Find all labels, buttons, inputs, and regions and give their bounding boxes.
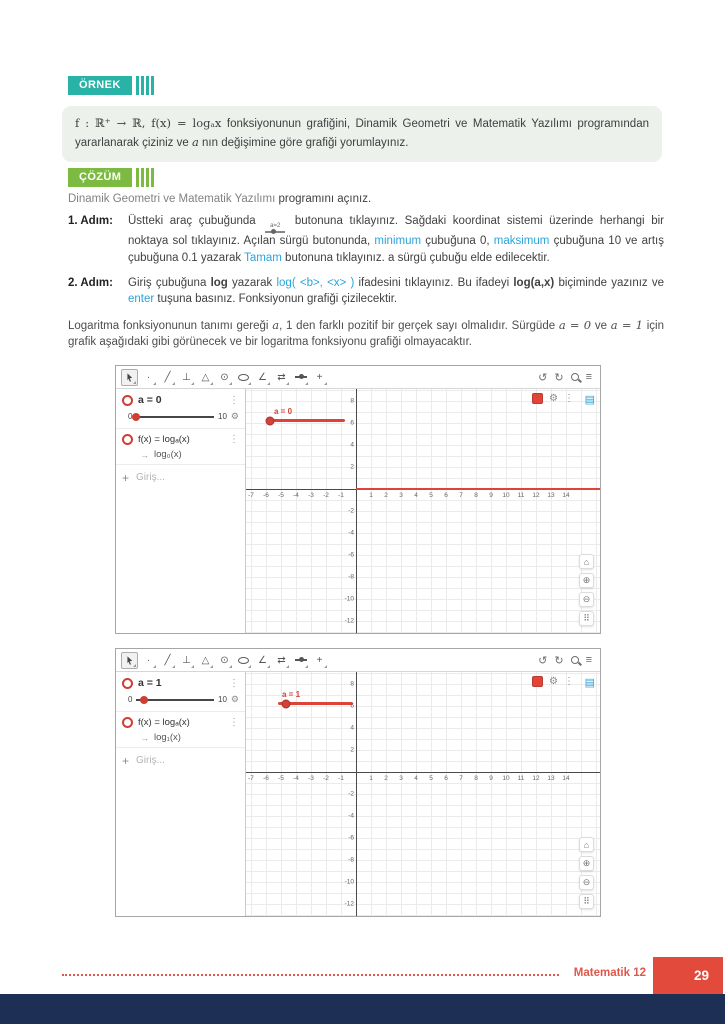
slider-object-label: a = 0	[138, 394, 162, 406]
ellipse-shape	[238, 374, 249, 381]
kebab-icon[interactable]: ⋮	[229, 717, 239, 728]
y-tick-label: -12	[344, 900, 354, 908]
slider-line[interactable]	[270, 419, 345, 422]
geogebra-screenshot-a0	[115, 365, 601, 634]
step-1-text: Üstteki araç çubuğunda	[128, 215, 263, 228]
stripe	[146, 76, 149, 95]
redo-icon[interactable]: ↻	[554, 654, 564, 667]
x-tick-label: 11	[517, 775, 525, 782]
gear-icon[interactable]: ⚙	[230, 411, 239, 421]
x-tick-label: -1	[338, 492, 344, 499]
x-tick-label: 4	[414, 492, 418, 499]
angle-tool-icon[interactable]: ∠	[254, 369, 271, 386]
x-tick-label: 8	[474, 492, 478, 499]
x-tick-label: 6	[444, 775, 448, 782]
style-bar	[532, 676, 574, 687]
step-2-text: yazarak	[227, 276, 277, 289]
stripe	[151, 76, 154, 95]
zoom-controls	[579, 554, 594, 626]
x-tick-label: -5	[278, 492, 284, 499]
step-1-text: çubuğuna 0,	[421, 235, 494, 248]
cozum-badge: ÇÖZÜM	[68, 168, 132, 187]
move-graphics-tool-icon[interactable]: +	[311, 369, 328, 386]
zoom-out-icon[interactable]: ⊖	[579, 592, 594, 607]
stripe	[136, 76, 139, 95]
x-tick-label: -2	[323, 492, 329, 499]
search-icon[interactable]	[571, 656, 579, 664]
x-tick-label: -1	[338, 775, 344, 782]
ornek-badge: ÖRNEK	[68, 76, 132, 95]
y-tick-label: 6	[350, 702, 354, 710]
transform-tool-icon[interactable]: ⇄	[273, 652, 290, 669]
enter-highlight: enter	[128, 293, 155, 306]
step-1-text: çubuğuna 10 ve artış çubuğuna 0.1 yazarak	[128, 235, 665, 264]
home-icon[interactable]: ⌂	[579, 554, 594, 569]
more-options-icon[interactable]: ⋮	[564, 676, 574, 687]
more-options-icon[interactable]: ⋮	[564, 393, 574, 404]
x-tick-label: 4	[414, 775, 418, 782]
slider-glyph	[295, 376, 307, 378]
stripe	[141, 168, 144, 187]
slider-object-label: a = 1	[138, 677, 162, 689]
y-tick-label: -6	[348, 834, 354, 842]
x-tick-label: 6	[444, 492, 448, 499]
zoom-in-icon[interactable]: ⊕	[579, 573, 594, 588]
y-tick-label: 6	[350, 419, 354, 427]
slider-handle[interactable]	[132, 413, 140, 421]
slider-tool-icon[interactable]	[292, 369, 309, 386]
function-value: log₁(x)	[154, 732, 181, 743]
problem-text-2: nın değişimine göre grafiği yorumlayınız.	[198, 136, 409, 149]
input-bar[interactable]	[116, 748, 245, 770]
polygon-tool-icon[interactable]: △	[197, 652, 214, 669]
note-math-1: a = 0	[558, 317, 592, 332]
footer-bar	[0, 994, 725, 1024]
graphics-view[interactable]	[246, 389, 600, 633]
footer-course-title: Matematik 12	[573, 967, 646, 979]
maksimum-highlight: maksimum	[493, 235, 550, 248]
note-text: Logaritma fonksiyonunun tanımı gereği	[68, 319, 273, 332]
x-tick-label: -2	[323, 775, 329, 782]
x-tick-label: 7	[459, 775, 463, 782]
note-variable: a	[272, 317, 280, 332]
color-swatch[interactable]	[532, 676, 543, 687]
input-bar[interactable]	[116, 465, 245, 487]
problem-variable: a	[191, 134, 199, 149]
color-swatch[interactable]	[532, 393, 543, 404]
conic-tool-icon[interactable]	[235, 369, 252, 386]
x-tick-label: 2	[384, 775, 388, 782]
slider-icon-track	[265, 231, 285, 233]
minimum-highlight: minimum	[374, 235, 422, 248]
function-definition: f(x) = logₐ(x)	[138, 434, 190, 445]
x-tick-label: 11	[517, 492, 525, 499]
y-tick-label: 4	[350, 441, 354, 449]
point-tool-icon[interactable]: ∙	[140, 369, 157, 386]
note-paragraph	[68, 317, 664, 351]
x-tick-label: -4	[293, 775, 299, 782]
function-value-row	[116, 732, 245, 748]
y-tick-label: 2	[350, 746, 354, 754]
slider-glyph	[295, 659, 307, 661]
intro-line	[68, 191, 664, 207]
y-tick-label: -2	[348, 790, 354, 798]
log-command-highlight: log( <b>, <x> )	[276, 276, 355, 289]
page-number-badge: 29	[653, 957, 723, 994]
y-tick-label: -12	[344, 617, 354, 625]
log-keyword: log	[210, 276, 228, 289]
slider-min-value: 0	[128, 412, 133, 421]
y-tick-label: -8	[348, 573, 354, 581]
function-definition: f(x) = logₐ(x)	[138, 717, 190, 728]
geogebra-body	[116, 672, 600, 916]
move-tool-icon[interactable]	[121, 652, 138, 669]
visibility-marble-icon[interactable]	[122, 717, 133, 728]
graphics-menu-icon[interactable]: ▤	[584, 677, 595, 689]
x-tick-label: 12	[532, 492, 540, 499]
solution-content	[68, 191, 664, 350]
settings-icon[interactable]: ⚙	[549, 676, 558, 687]
perpendicular-tool-icon[interactable]: ⊥	[178, 652, 195, 669]
menu-icon[interactable]: ≡	[585, 654, 592, 666]
slider-tool-icon[interactable]	[292, 652, 309, 669]
footer-dotted-line	[62, 974, 559, 976]
y-tick-label: 8	[350, 680, 354, 688]
x-tick-label: -6	[263, 492, 269, 499]
step-2-text: Giriş çubuğuna	[128, 276, 211, 289]
stripe	[151, 168, 154, 187]
x-tick-label: 3	[399, 492, 403, 499]
slider-track[interactable]	[136, 416, 214, 418]
cozum-header	[68, 168, 154, 187]
circle-tool-icon[interactable]: ⊙	[216, 369, 233, 386]
x-tick-label: 1	[369, 775, 373, 782]
x-tick-label: 5	[429, 492, 433, 499]
x-tick-label: 3	[399, 775, 403, 782]
line-tool-icon[interactable]: ╱	[159, 369, 176, 386]
x-tick-label: 5	[429, 775, 433, 782]
slider-handle[interactable]	[266, 416, 275, 425]
slider-tool-inline-icon	[262, 223, 288, 233]
slider-object-row	[116, 389, 245, 410]
ornek-header	[68, 76, 154, 95]
plus-icon: +	[122, 753, 130, 768]
y-tick-label: 4	[350, 724, 354, 732]
step-1-text: butonuna tıklayınız. Sağdaki koordinat sistemi üzerinde herhangi bir noktaya sol tıklayınız. Açılan sürgü butonunda,	[128, 215, 664, 248]
graphics-menu-icon[interactable]: ▤	[584, 394, 595, 406]
x-tick-label: -5	[278, 775, 284, 782]
function-value-row	[116, 449, 245, 465]
y-tick-label: 8	[350, 397, 354, 405]
slider-widget[interactable]	[270, 407, 345, 422]
x-tick-label: 13	[547, 492, 555, 499]
function-object-row	[116, 429, 245, 449]
input-placeholder: Giriş...	[136, 755, 165, 766]
note-text: ve	[591, 319, 611, 332]
y-tick-label: -4	[348, 812, 354, 820]
slider-value-label: a = 0	[274, 407, 293, 416]
slider-value-label: a = 1	[282, 690, 301, 699]
search-icon[interactable]	[571, 373, 579, 381]
slider-row	[116, 693, 245, 712]
x-tick-label: 9	[489, 492, 493, 499]
slider-object-row	[116, 672, 245, 693]
x-tick-label: -3	[308, 492, 314, 499]
step-2	[68, 275, 664, 308]
algebra-panel	[116, 389, 246, 633]
visibility-marble-icon[interactable]	[122, 678, 133, 689]
algebra-panel	[116, 672, 246, 916]
x-tick-label: 10	[502, 775, 510, 782]
note-math-2: a = 1	[610, 317, 643, 332]
geogebra-toolbar	[116, 649, 600, 672]
x-tick-label: 1	[369, 492, 373, 499]
move-tool-icon[interactable]	[121, 369, 138, 386]
x-tick-label: -3	[308, 775, 314, 782]
y-tick-label: -4	[348, 529, 354, 537]
step-1-text: butonuna tıklayınız. a sürgü çubuğu elde edilecektir.	[281, 251, 550, 264]
toolbar-right-group	[538, 654, 595, 667]
slider-handle[interactable]	[140, 696, 148, 704]
x-axis	[246, 772, 600, 773]
ornek-stripes-decoration	[136, 76, 154, 95]
slider-max-value: 10	[218, 695, 227, 704]
geogebra-body	[116, 389, 600, 633]
problem-formula: f : ℝ⁺ → ℝ, f(x) = logₐx	[75, 116, 222, 130]
y-tick-label: -10	[344, 878, 354, 886]
style-bar	[532, 393, 574, 404]
step-2-text: tuşuna basınız. Fonksiyonun grafiği çizilecektir.	[154, 293, 398, 306]
y-tick-label: -10	[344, 595, 354, 603]
y-tick-label: -6	[348, 551, 354, 559]
step-2-text: biçiminde yazınız ve	[554, 276, 664, 289]
problem-text: fonksiyonunun grafiğini, Dinamik Geometri ve Matematik Yazılımı programından yararlanarak çiziniz ve	[75, 118, 649, 149]
zoom-in-icon[interactable]: ⊕	[579, 856, 594, 871]
zoom-out-icon[interactable]: ⊖	[579, 875, 594, 890]
settings-icon[interactable]: ⚙	[549, 393, 558, 404]
problem-statement	[62, 106, 662, 162]
slider-widget[interactable]	[278, 690, 353, 705]
transform-tool-icon[interactable]: ⇄	[273, 369, 290, 386]
plus-icon: +	[122, 470, 130, 485]
stripe	[146, 168, 149, 187]
stripe	[136, 168, 139, 187]
slider-row	[116, 410, 245, 429]
input-placeholder: Giriş...	[136, 472, 165, 483]
kebab-icon[interactable]: ⋮	[229, 434, 239, 445]
slider-line[interactable]	[278, 702, 353, 705]
step-1	[68, 213, 664, 266]
kebab-icon[interactable]: ⋮	[229, 677, 239, 689]
graphics-view[interactable]	[246, 672, 600, 916]
slider-min-value: 0	[128, 695, 133, 704]
visibility-marble-icon[interactable]	[122, 434, 133, 445]
geogebra-screenshot-a1	[115, 648, 601, 917]
drag-handle-icon[interactable]: ⠿	[579, 611, 594, 626]
x-tick-label: 14	[562, 775, 570, 782]
y-axis	[356, 389, 357, 633]
visibility-marble-icon[interactable]	[122, 395, 133, 406]
x-tick-label: 9	[489, 775, 493, 782]
log-expression: log(a,x)	[513, 276, 555, 289]
conic-tool-icon[interactable]	[235, 652, 252, 669]
tamam-highlight: Tamam	[244, 251, 282, 264]
toolbar-right-group	[538, 371, 595, 384]
step-2-label: 2. Adım:	[68, 276, 113, 289]
geogebra-toolbar	[116, 366, 600, 389]
move-graphics-tool-icon[interactable]: +	[311, 652, 328, 669]
redo-icon[interactable]: ↻	[554, 371, 564, 384]
x-tick-label: 10	[502, 492, 510, 499]
line-tool-icon[interactable]: ╱	[159, 652, 176, 669]
y-tick-label: -2	[348, 507, 354, 515]
x-tick-label: -7	[248, 492, 254, 499]
x-tick-label: 12	[532, 775, 540, 782]
x-tick-label: 8	[474, 775, 478, 782]
point-tool-icon[interactable]: ∙	[140, 652, 157, 669]
output-arrow-icon: →	[140, 449, 149, 460]
angle-tool-icon[interactable]: ∠	[254, 652, 271, 669]
slider-max-value: 10	[218, 412, 227, 421]
circle-tool-icon[interactable]: ⊙	[216, 652, 233, 669]
drag-handle-icon[interactable]: ⠿	[579, 894, 594, 909]
x-tick-label: 14	[562, 492, 570, 499]
cozum-stripes-decoration	[136, 168, 154, 187]
note-text: , 1 den farklı pozitif bir gerçek sayı olmalıdır. Sürgüde	[279, 319, 559, 332]
x-tick-label: 13	[547, 775, 555, 782]
polygon-tool-icon[interactable]: △	[197, 369, 214, 386]
x-tick-label: 2	[384, 492, 388, 499]
y-tick-label: -8	[348, 856, 354, 864]
kebab-icon[interactable]: ⋮	[229, 394, 239, 406]
gear-icon[interactable]: ⚙	[230, 694, 239, 704]
note-text: için grafik aşağıdaki gibi görünecek ve bir logaritma fonksiyonu grafiği olmayacaktır.	[68, 319, 664, 348]
step-1-label: 1. Adım:	[68, 215, 113, 228]
x-tick-label: -6	[263, 775, 269, 782]
x-tick-label: -7	[248, 775, 254, 782]
intro-text: programını açınız.	[275, 193, 372, 205]
function-value: log₀(x)	[154, 449, 182, 460]
zoom-controls	[579, 837, 594, 909]
undo-icon[interactable]: ↺	[538, 654, 548, 667]
menu-icon[interactable]: ≡	[585, 371, 592, 383]
function-graph-line	[356, 488, 600, 490]
x-tick-label: -4	[293, 492, 299, 499]
ellipse-shape	[238, 657, 249, 664]
home-icon[interactable]: ⌂	[579, 837, 594, 852]
output-arrow-icon: →	[140, 732, 149, 743]
slider-track[interactable]	[136, 699, 214, 701]
slider-icon-label: a=2	[270, 223, 281, 230]
undo-icon[interactable]: ↺	[538, 371, 548, 384]
perpendicular-tool-icon[interactable]: ⊥	[178, 369, 195, 386]
function-object-row	[116, 712, 245, 732]
program-name: Dinamik Geometri ve Matematik Yazılımı	[68, 193, 276, 205]
x-tick-label: 7	[459, 492, 463, 499]
step-2-text: ifadesini tıklayınız. Bu ifadeyi	[354, 276, 514, 289]
slider-handle[interactable]	[281, 699, 290, 708]
y-tick-label: 2	[350, 463, 354, 471]
y-axis	[356, 672, 357, 916]
stripe	[141, 76, 144, 95]
